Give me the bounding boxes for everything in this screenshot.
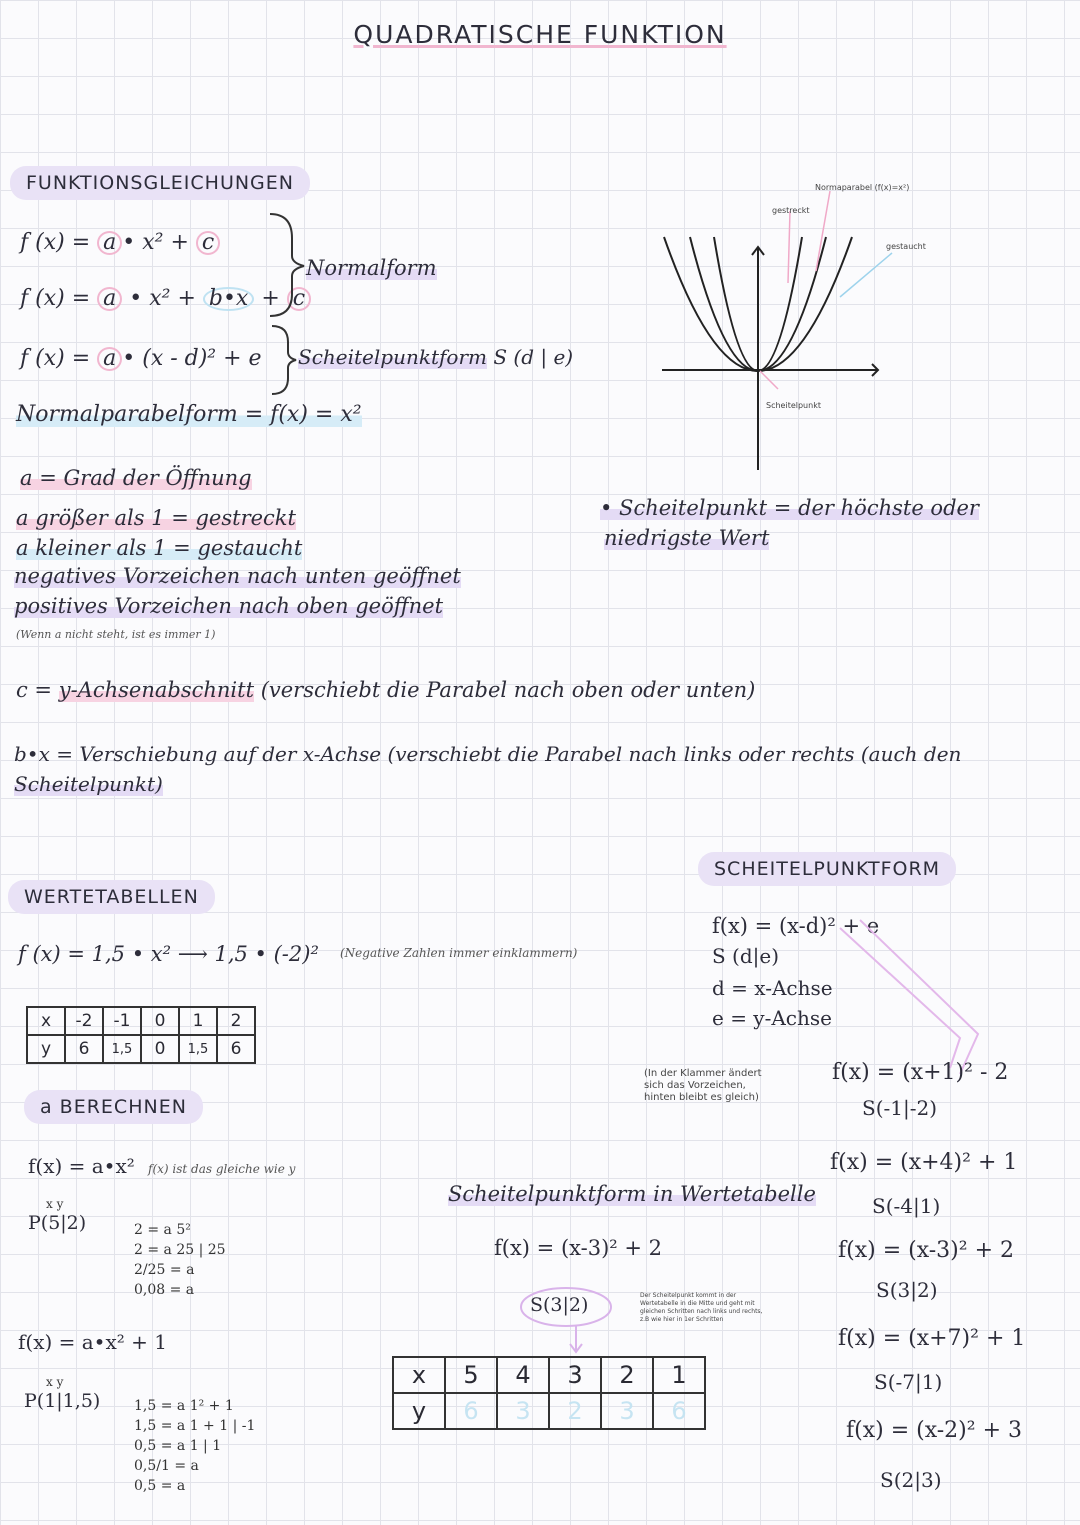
bx-definition-line2: Scheitelpunkt) — [14, 772, 163, 796]
a-circle: a — [97, 231, 122, 255]
point1: P(5|2) — [28, 1212, 87, 1234]
arrow-scheitelpunkt — [760, 371, 778, 389]
equation-normalform-2: f (x) = a • x² + b•x + c — [20, 286, 311, 311]
sp-form-point: S (d|e) — [712, 944, 780, 968]
brace-normalform — [262, 208, 312, 318]
wertetabelle-equation: f (x) = 1,5 • x² ⟶ 1,5 • (-2)² — [18, 942, 319, 966]
label-scheitelpunkt: Scheitelpunkt — [766, 401, 821, 410]
normalparabelform: Normalparabelform = f(x) = x² — [16, 402, 362, 427]
sp-example-3-s: S(3|2) — [876, 1278, 938, 1302]
label-gestreckt: gestreckt — [772, 206, 810, 215]
calc1: 2 = a 5² 2 = a 25 | 25 2/25 = a 0,08 = a — [134, 1222, 226, 1298]
arrow-normalparabel — [816, 191, 830, 271]
label-normalparabel: Normaparabel (f(x)=x²) — [815, 183, 910, 192]
negativ-text: negatives Vorzeichen nach unten geöffnet — [14, 564, 461, 588]
wertetabelle-sp-note: Der Scheitelpunkt kommt in der Wertetabelle in die Mitte und geht mit gleichen Schritten nach links und rechts, z.B wie hier in 1er Schritten — [640, 1292, 763, 1323]
arrow-path-outer — [860, 920, 978, 1074]
section-heading-wertetabellen: WERTETABELLEN — [8, 880, 215, 914]
a-circle: a — [97, 347, 122, 371]
sp-arrow-annotation — [810, 910, 990, 1080]
wertetabelle-note: (Negative Zahlen immer einklammern) — [340, 946, 578, 960]
equation-normalform-1: f (x) = a • x² + c — [20, 230, 220, 255]
sp-example-2-eq: f(x) = (x+4)² + 1 — [830, 1150, 1018, 1175]
point2-xy-label: x y — [46, 1375, 64, 1389]
table-row-x: x 5 4 3 2 1 — [393, 1357, 705, 1393]
a-kleiner: a kleiner als 1 = gestaucht — [16, 536, 303, 560]
label-gestaucht: gestaucht — [886, 242, 926, 251]
parabola-sketch — [650, 175, 950, 475]
sp-example-4-eq: f(x) = (x+7)² + 1 — [838, 1326, 1026, 1351]
scheitelpunkt-def-line2: niedrigste Wert — [604, 526, 770, 550]
sp-d-definition: d = x-Achse — [712, 976, 833, 1000]
table-row-y: y 6 3 2 3 6 — [393, 1393, 705, 1429]
a-berechnen-eq1: f(x) = a•x² — [28, 1154, 135, 1178]
c-definition: c = y-Achsenabschnitt (verschiebt die Parabel nach oben oder unten) — [16, 678, 756, 702]
a-berechnen-eq2: f(x) = a•x² + 1 — [18, 1330, 167, 1354]
a-berechnen-eq1-note: f(x) ist das gleiche wie y — [148, 1162, 296, 1176]
point1-xy-label: x y — [46, 1197, 64, 1211]
note-a: (Wenn a nicht steht, ist es immer 1) — [16, 628, 216, 641]
wertetabelle-sp-table — [392, 1356, 706, 1430]
section-heading-a-berechnen: a BERECHNEN — [24, 1090, 203, 1124]
wertetabelle-table — [26, 1006, 256, 1064]
sp-e-definition: e = y-Achse — [712, 1006, 832, 1030]
sp-example-2-s: S(-4|1) — [872, 1194, 941, 1218]
point2: P(1|1,5) — [24, 1390, 101, 1412]
bx-definition-line1: b•x = Verschiebung auf der x-Achse (verschiebt die Parabel nach links oder rechts (auch den — [14, 742, 962, 766]
scheitelpunktform-label: Scheitelpunktform S (d | e) — [298, 345, 574, 369]
sp-note: (In der Klammer ändert sich das Vorzeichen, hinten bleibt es gleich) — [644, 1068, 762, 1103]
table-row-y: y 6 1,5 0 1,5 6 — [27, 1035, 255, 1063]
a-circle: a — [97, 287, 122, 311]
wertetabelle-sp-heading: Scheitelpunktform in Wertetabelle — [448, 1182, 816, 1206]
bx-circle: b•x — [203, 287, 254, 311]
table-row-x: x -2 -1 0 1 2 — [27, 1007, 255, 1035]
sp-example-1-s: S(-1|-2) — [862, 1096, 938, 1120]
sp-example-1-eq: f(x) = (x+1)² - 2 — [832, 1060, 1009, 1085]
section-heading-funktionsgleichungen: FUNKTIONSGLEICHUNGEN — [10, 166, 310, 200]
section-heading-scheitelpunktform: SCHEITELPUNKTFORM — [698, 852, 956, 886]
a-definition: a = Grad der Öffnung — [20, 466, 252, 490]
wertetabelle-sp-equation: f(x) = (x-3)² + 2 — [494, 1236, 662, 1260]
sp-example-5-s: S(2|3) — [880, 1468, 942, 1492]
a-groesser: a größer als 1 = gestreckt — [16, 506, 296, 530]
positiv-text: positives Vorzeichen nach oben geöffnet — [14, 594, 444, 618]
c-circle: c — [196, 231, 220, 255]
sp-example-5-eq: f(x) = (x-2)² + 3 — [846, 1418, 1022, 1443]
normalform-label: Normalform — [306, 256, 437, 280]
c-circle: c — [287, 287, 311, 311]
equation-scheitelpunktform: f (x) = a • (x - d)² + e — [20, 346, 262, 371]
arrow-gestreckt — [788, 211, 790, 283]
wertetabelle-sp-point: S(3|2) — [530, 1294, 589, 1316]
scheitelpunkt-def-line1: • Scheitelpunkt = der höchste oder — [600, 496, 979, 520]
page-title: QUADRATISCHE FUNKTION — [353, 20, 727, 49]
arrow-gestaucht — [840, 253, 892, 297]
sp-example-4-s: S(-7|1) — [874, 1370, 943, 1394]
sp-example-3-eq: f(x) = (x-3)² + 2 — [838, 1238, 1014, 1263]
calc2: 1,5 = a 1² + 1 1,5 = a 1 + 1 | -1 0,5 = a 1 | 1 0,5/1 = a 0,5 = a — [134, 1398, 256, 1494]
sp-form-equation: f(x) = (x-d)² + e — [712, 914, 880, 938]
